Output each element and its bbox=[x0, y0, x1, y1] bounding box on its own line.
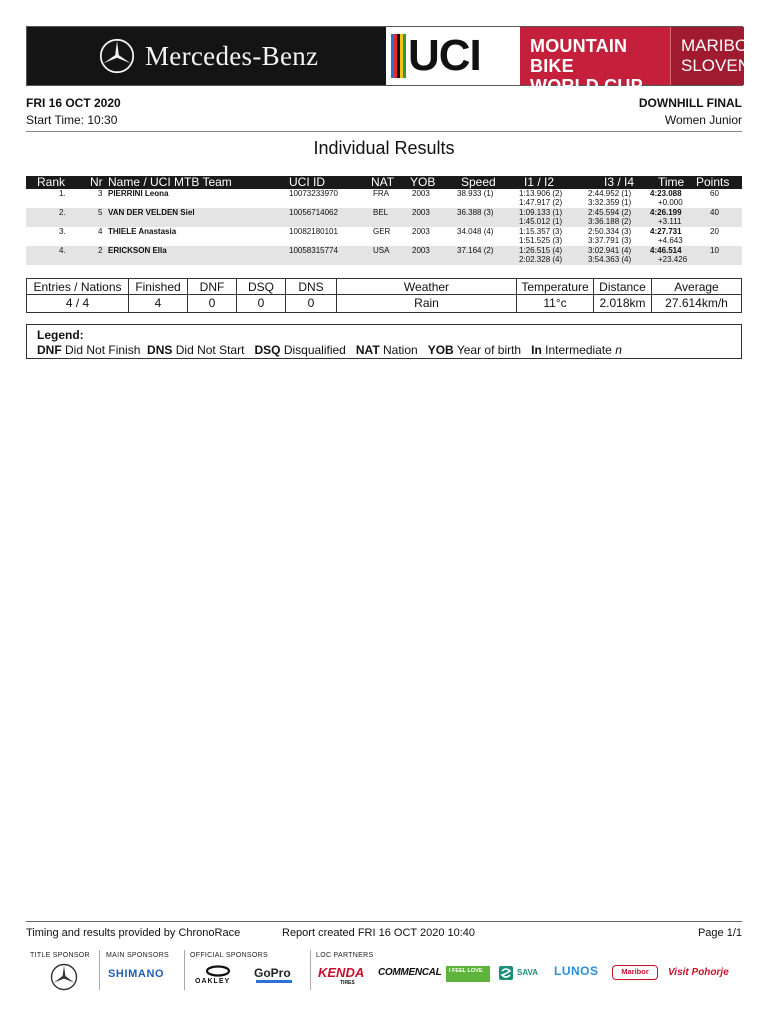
uci-wordmark: UCI bbox=[408, 31, 481, 80]
summary-dns bbox=[285, 279, 336, 312]
location-panel bbox=[670, 27, 767, 85]
bib-number: 3 bbox=[98, 189, 103, 198]
col-name: Name / UCI MTB Team bbox=[108, 175, 232, 189]
oakley-ellipse-icon bbox=[205, 965, 231, 977]
col-nr: Nr bbox=[90, 175, 103, 189]
event-name-panel bbox=[520, 27, 670, 96]
summary-dsq bbox=[236, 279, 285, 312]
summary-value: 27.614km/h bbox=[665, 296, 728, 310]
year-of-birth: 2003 bbox=[412, 246, 430, 255]
sponsor-divider bbox=[184, 950, 185, 990]
summary-value: 4 / 4 bbox=[65, 296, 90, 310]
speed: 38.933 (1) bbox=[457, 189, 494, 198]
lunos-logo: LUNOS bbox=[554, 964, 599, 978]
summary-value: 4 bbox=[154, 296, 162, 310]
summary-value: 0 bbox=[208, 296, 216, 310]
commencal-logo: COMMENCAL bbox=[378, 967, 442, 978]
uci-id: 10082180101 bbox=[289, 227, 338, 236]
split-i2: 1:51.525 (3) bbox=[519, 236, 563, 245]
split-i2: 2:02.328 (4) bbox=[519, 255, 563, 264]
rider-name: VAN DER VELDEN Siel bbox=[108, 208, 195, 217]
points: 20 bbox=[710, 227, 719, 236]
summary-value: 0 bbox=[257, 296, 265, 310]
header-divider bbox=[26, 131, 742, 132]
race-date: FRI 16 OCT 2020 bbox=[26, 96, 121, 110]
col-nat: NAT bbox=[371, 175, 395, 189]
uci-rainbow-stripes bbox=[391, 34, 406, 78]
split-i4: 3:36.188 (2) bbox=[588, 217, 632, 226]
sponsor-divider bbox=[99, 950, 100, 990]
timing-credit: Timing and results provided by ChronoRace bbox=[26, 927, 241, 939]
location-country: SLOVENIA bbox=[681, 56, 767, 75]
year-of-birth: 2003 bbox=[412, 189, 430, 198]
title-sponsor-label: TITLE SPONSOR bbox=[30, 952, 90, 959]
uci-id: 10073233970 bbox=[289, 189, 338, 198]
results-header-row bbox=[26, 176, 742, 189]
col-i1-i2: I1 / I2 bbox=[524, 175, 555, 189]
table-row bbox=[26, 246, 742, 265]
start-time: Start Time: 10:30 bbox=[26, 113, 118, 127]
bib-number: 4 bbox=[98, 227, 103, 236]
nation: USA bbox=[373, 246, 390, 255]
uci-id: 10058315774 bbox=[289, 246, 338, 255]
split-i3: 2:50.334 (3) bbox=[588, 227, 632, 236]
rank: 4. bbox=[59, 246, 66, 255]
nation: BEL bbox=[373, 208, 389, 217]
sava-logo-icon bbox=[499, 966, 513, 980]
mercedes-star-icon bbox=[44, 963, 84, 991]
legend-items bbox=[37, 342, 741, 358]
legend-box bbox=[26, 324, 742, 359]
summary-header: Entries / Nations bbox=[27, 279, 128, 295]
table-row bbox=[26, 189, 742, 208]
legend-item: DNS Did Not Start bbox=[147, 343, 245, 357]
summary-value: 2.018km bbox=[599, 296, 646, 310]
legend-item: In Intermediate n bbox=[531, 343, 622, 357]
rider-name: PIERRINI Leona bbox=[108, 189, 169, 198]
split-i4: 3:54.363 (4) bbox=[588, 255, 632, 264]
loc-partners-label: LOC PARTNERS bbox=[316, 952, 374, 959]
mercedes-star-icon bbox=[99, 38, 135, 74]
split-i1: 1:26.515 (4) bbox=[519, 246, 563, 255]
rank: 1. bbox=[59, 189, 66, 198]
legend-title: Legend: bbox=[37, 328, 84, 342]
year-of-birth: 2003 bbox=[412, 208, 430, 217]
summary-temperature bbox=[516, 279, 593, 312]
rank: 2. bbox=[59, 208, 66, 217]
table-row bbox=[26, 208, 742, 227]
summary-header: Weather bbox=[337, 279, 516, 295]
sponsor-name: Mercedes-Benz bbox=[145, 40, 319, 71]
location-city: MARIBOR bbox=[681, 36, 761, 55]
event-name-line1: MOUNTAIN BIKE bbox=[530, 36, 628, 76]
split-i4: 3:32.359 (1) bbox=[588, 198, 632, 207]
summary-average bbox=[651, 279, 741, 312]
speed: 34.048 (4) bbox=[457, 227, 494, 236]
legend-item: NAT Nation bbox=[355, 343, 418, 357]
shimano-logo: SHIMANO bbox=[108, 968, 165, 980]
summary-entries bbox=[27, 279, 128, 312]
summary-value: 0 bbox=[307, 296, 315, 310]
col-i3-i4: I3 / I4 bbox=[604, 175, 635, 189]
oakley-logo: OAKLEY bbox=[195, 978, 231, 985]
split-i3: 2:45.594 (2) bbox=[588, 208, 632, 217]
gopro-underline bbox=[256, 980, 292, 983]
finish-time: 4:27.731 bbox=[650, 227, 682, 236]
event-name-line2: WORLD CUP bbox=[530, 76, 643, 96]
visit-pohorje-logo: Visit Pohorje bbox=[668, 967, 729, 978]
time-gap: +3.111 bbox=[658, 217, 682, 226]
time-gap: +4.643 bbox=[658, 236, 683, 245]
summary-dnf bbox=[187, 279, 236, 312]
split-i4: 3:37.791 (3) bbox=[588, 236, 632, 245]
col-rank: Rank bbox=[37, 175, 66, 189]
footer-divider bbox=[26, 921, 742, 922]
table-row bbox=[26, 227, 742, 246]
summary-value: 11°c bbox=[543, 296, 567, 310]
summary-header: DNF bbox=[188, 279, 236, 295]
time-gap: +23.426 bbox=[658, 255, 688, 264]
summary-header: Average bbox=[652, 279, 741, 295]
legend-item: DNF Did Not Finish bbox=[37, 343, 141, 357]
summary-header: Finished bbox=[129, 279, 187, 295]
split-i1: 1:13.906 (2) bbox=[519, 189, 563, 198]
rider-name: ERICKSON Ella bbox=[108, 246, 167, 255]
maribor-logo: Maribor bbox=[612, 965, 658, 980]
col-yob: YOB bbox=[410, 175, 436, 189]
main-sponsors-label: MAIN SPONSORS bbox=[106, 952, 170, 959]
bib-number: 5 bbox=[98, 208, 103, 217]
rider-name: THIELE Anastasia bbox=[108, 227, 177, 236]
summary-header: Distance bbox=[594, 279, 651, 295]
bib-number: 2 bbox=[98, 246, 103, 255]
points: 60 bbox=[710, 189, 719, 198]
points: 40 bbox=[710, 208, 719, 217]
uci-id: 10056714062 bbox=[289, 208, 338, 217]
col-time: Time bbox=[658, 175, 685, 189]
nation: FRA bbox=[373, 189, 389, 198]
event-type: DOWNHILL FINAL bbox=[638, 96, 742, 110]
official-sponsors-label: OFFICIAL SPONSORS bbox=[190, 952, 268, 959]
speed: 37.164 (2) bbox=[457, 246, 494, 255]
col-points: Points bbox=[696, 175, 730, 189]
event-banner bbox=[26, 26, 767, 96]
summary-finished bbox=[128, 279, 187, 312]
sponsor-divider bbox=[310, 950, 311, 990]
race-summary-table bbox=[26, 278, 742, 313]
report-created: Report created FRI 16 OCT 2020 10:40 bbox=[282, 927, 476, 939]
sava-logo: SAVA bbox=[517, 968, 539, 977]
page-title: Individual Results bbox=[313, 138, 455, 158]
year-of-birth: 2003 bbox=[412, 227, 430, 236]
summary-distance bbox=[593, 279, 651, 312]
kenda-tires-sub: TIRES bbox=[340, 980, 355, 986]
nation: GER bbox=[373, 227, 391, 236]
time-gap: +0.000 bbox=[658, 198, 683, 207]
finish-time: 4:46.514 bbox=[650, 246, 682, 255]
legend-item: YOB Year of birth bbox=[427, 343, 522, 357]
category: Women Junior bbox=[664, 113, 742, 127]
title-sponsor-panel bbox=[27, 27, 386, 85]
uci-logo bbox=[386, 27, 520, 85]
split-i3: 3:02.941 (4) bbox=[588, 246, 632, 255]
col-speed: Speed bbox=[461, 175, 496, 189]
page-number: Page 1/1 bbox=[697, 927, 742, 939]
speed: 36.388 (3) bbox=[457, 208, 494, 217]
i-feel-love-logo: I FEEL LOVE bbox=[446, 966, 490, 982]
split-i2: 1:45.012 (1) bbox=[519, 217, 563, 226]
kenda-logo: KENDA bbox=[318, 965, 365, 980]
summary-value: Rain bbox=[414, 296, 439, 310]
summary-weather bbox=[336, 279, 516, 312]
split-i1: 1:15.357 (3) bbox=[519, 227, 563, 236]
summary-header: Temperature bbox=[517, 279, 593, 295]
finish-time: 4:23.088 bbox=[650, 189, 682, 198]
split-i3: 2:44.952 (1) bbox=[588, 189, 632, 198]
points: 10 bbox=[710, 246, 719, 255]
summary-header: DNS bbox=[286, 279, 336, 295]
split-i1: 1:09.133 (1) bbox=[519, 208, 563, 217]
finish-time: 4:26.199 bbox=[650, 208, 682, 217]
col-uci-id: UCI ID bbox=[289, 175, 325, 189]
legend-item: DSQ Disqualified bbox=[254, 343, 346, 357]
rank: 3. bbox=[59, 227, 66, 236]
gopro-logo: GoPro bbox=[254, 966, 291, 980]
summary-header: DSQ bbox=[237, 279, 285, 295]
split-i2: 1:47.917 (2) bbox=[519, 198, 563, 207]
